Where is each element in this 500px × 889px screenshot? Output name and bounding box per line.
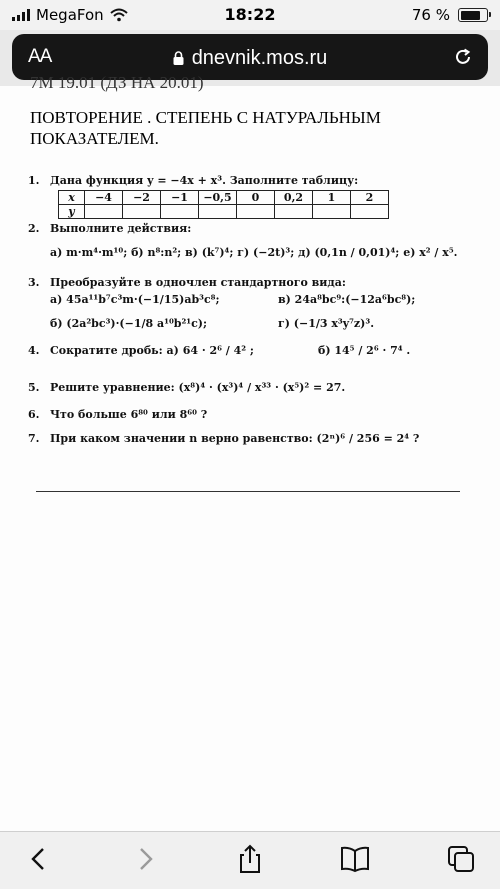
task-2-items: а) m·m⁴·m¹⁰; б) n⁸:n²; в) (k⁷)⁴; г) (−2t)³; д) (0,1n / 0,01)⁴; е) x² / x⁵.: [50, 246, 458, 259]
back-icon[interactable]: [22, 844, 56, 874]
task-5: 5. Решите уравнение: (x⁸)⁴ · (x³)⁴ / x³³ · (x⁵)² = 27.: [28, 381, 346, 394]
bookmarks-icon[interactable]: [338, 844, 372, 874]
table-cell: [313, 205, 351, 219]
task-4b: б) 14⁵ / 2⁶ · 7⁴ .: [318, 344, 411, 357]
task-3g: г) (−1/3 x³y⁷z)³.: [278, 317, 375, 330]
text-size-button[interactable]: AA: [28, 46, 52, 67]
table-cell: 2: [351, 191, 389, 205]
tabs-icon[interactable]: [444, 844, 478, 874]
task-2: 2. Выполните действия:: [28, 222, 192, 235]
share-icon[interactable]: [233, 844, 267, 874]
title-line-2: ПОКАЗАТЕЛЕМ.: [30, 129, 159, 148]
title-line-1: ПОВТОРЕНИЕ . СТЕПЕНЬ С НАТУРАЛЬНЫМ: [30, 108, 381, 127]
task-1: 1. Дана функция y = −4x + x³. Заполните таблицу:: [28, 174, 359, 187]
reload-icon[interactable]: [452, 46, 474, 68]
table-cell: −4: [85, 191, 123, 205]
table-row: [59, 191, 389, 205]
url-text: dnevnik.mos.ru: [191, 47, 328, 69]
status-bar: [0, 0, 500, 30]
table-cell: [161, 205, 199, 219]
battery-percent: 76 %: [411, 6, 450, 24]
task-7: 7. При каком значении n верно равенство: (2ⁿ)⁶ / 256 = 2⁴ ?: [28, 432, 420, 445]
table-cell: −2: [123, 191, 161, 205]
cut-off-line: 7М 19.01 (ДЗ НА 20.01): [30, 73, 204, 92]
lock-icon: [173, 51, 184, 65]
table-cell: [123, 205, 161, 219]
forward-icon[interactable]: [128, 844, 162, 874]
table-row: [59, 205, 389, 219]
table-cell: [199, 205, 237, 219]
task-3: 3. Преобразуйте в одночлен стандартного вида:: [28, 276, 346, 289]
table-cell: [85, 205, 123, 219]
table-cell: 0: [237, 191, 275, 205]
clock: 18:22: [224, 5, 276, 24]
table-cell: 1: [313, 191, 351, 205]
task-6: 6. Что больше 6⁸⁰ или 8⁶⁰ ?: [28, 408, 208, 421]
url-field[interactable]: [12, 47, 488, 70]
document-page: [0, 73, 500, 831]
task-4: 4. Сократите дробь: а) 64 · 2⁶ / 4² ;: [28, 344, 254, 357]
divider: [36, 491, 460, 492]
task-3v: в) 24a⁸bc⁹:(−12a⁶bc⁸);: [278, 293, 416, 306]
table-cell: −1: [161, 191, 199, 205]
bottom-toolbar: [0, 831, 500, 889]
battery-icon: [458, 8, 488, 22]
table-cell: 0,2: [275, 191, 313, 205]
carrier-name: MegaFon: [36, 6, 104, 24]
task-3a: а) 45a¹¹b⁷c³m·(−1/15)ab³c⁸;: [50, 293, 220, 306]
table-cell: x: [59, 191, 85, 205]
table-cell: [237, 205, 275, 219]
task-3b: б) (2a²bc³)·(−1/8 a¹⁰b²¹c);: [50, 317, 208, 330]
table-cell: [351, 205, 389, 219]
table-cell: y: [59, 205, 85, 219]
table-cell: [275, 205, 313, 219]
table-cell: −0,5: [199, 191, 237, 205]
values-table: [58, 190, 389, 219]
